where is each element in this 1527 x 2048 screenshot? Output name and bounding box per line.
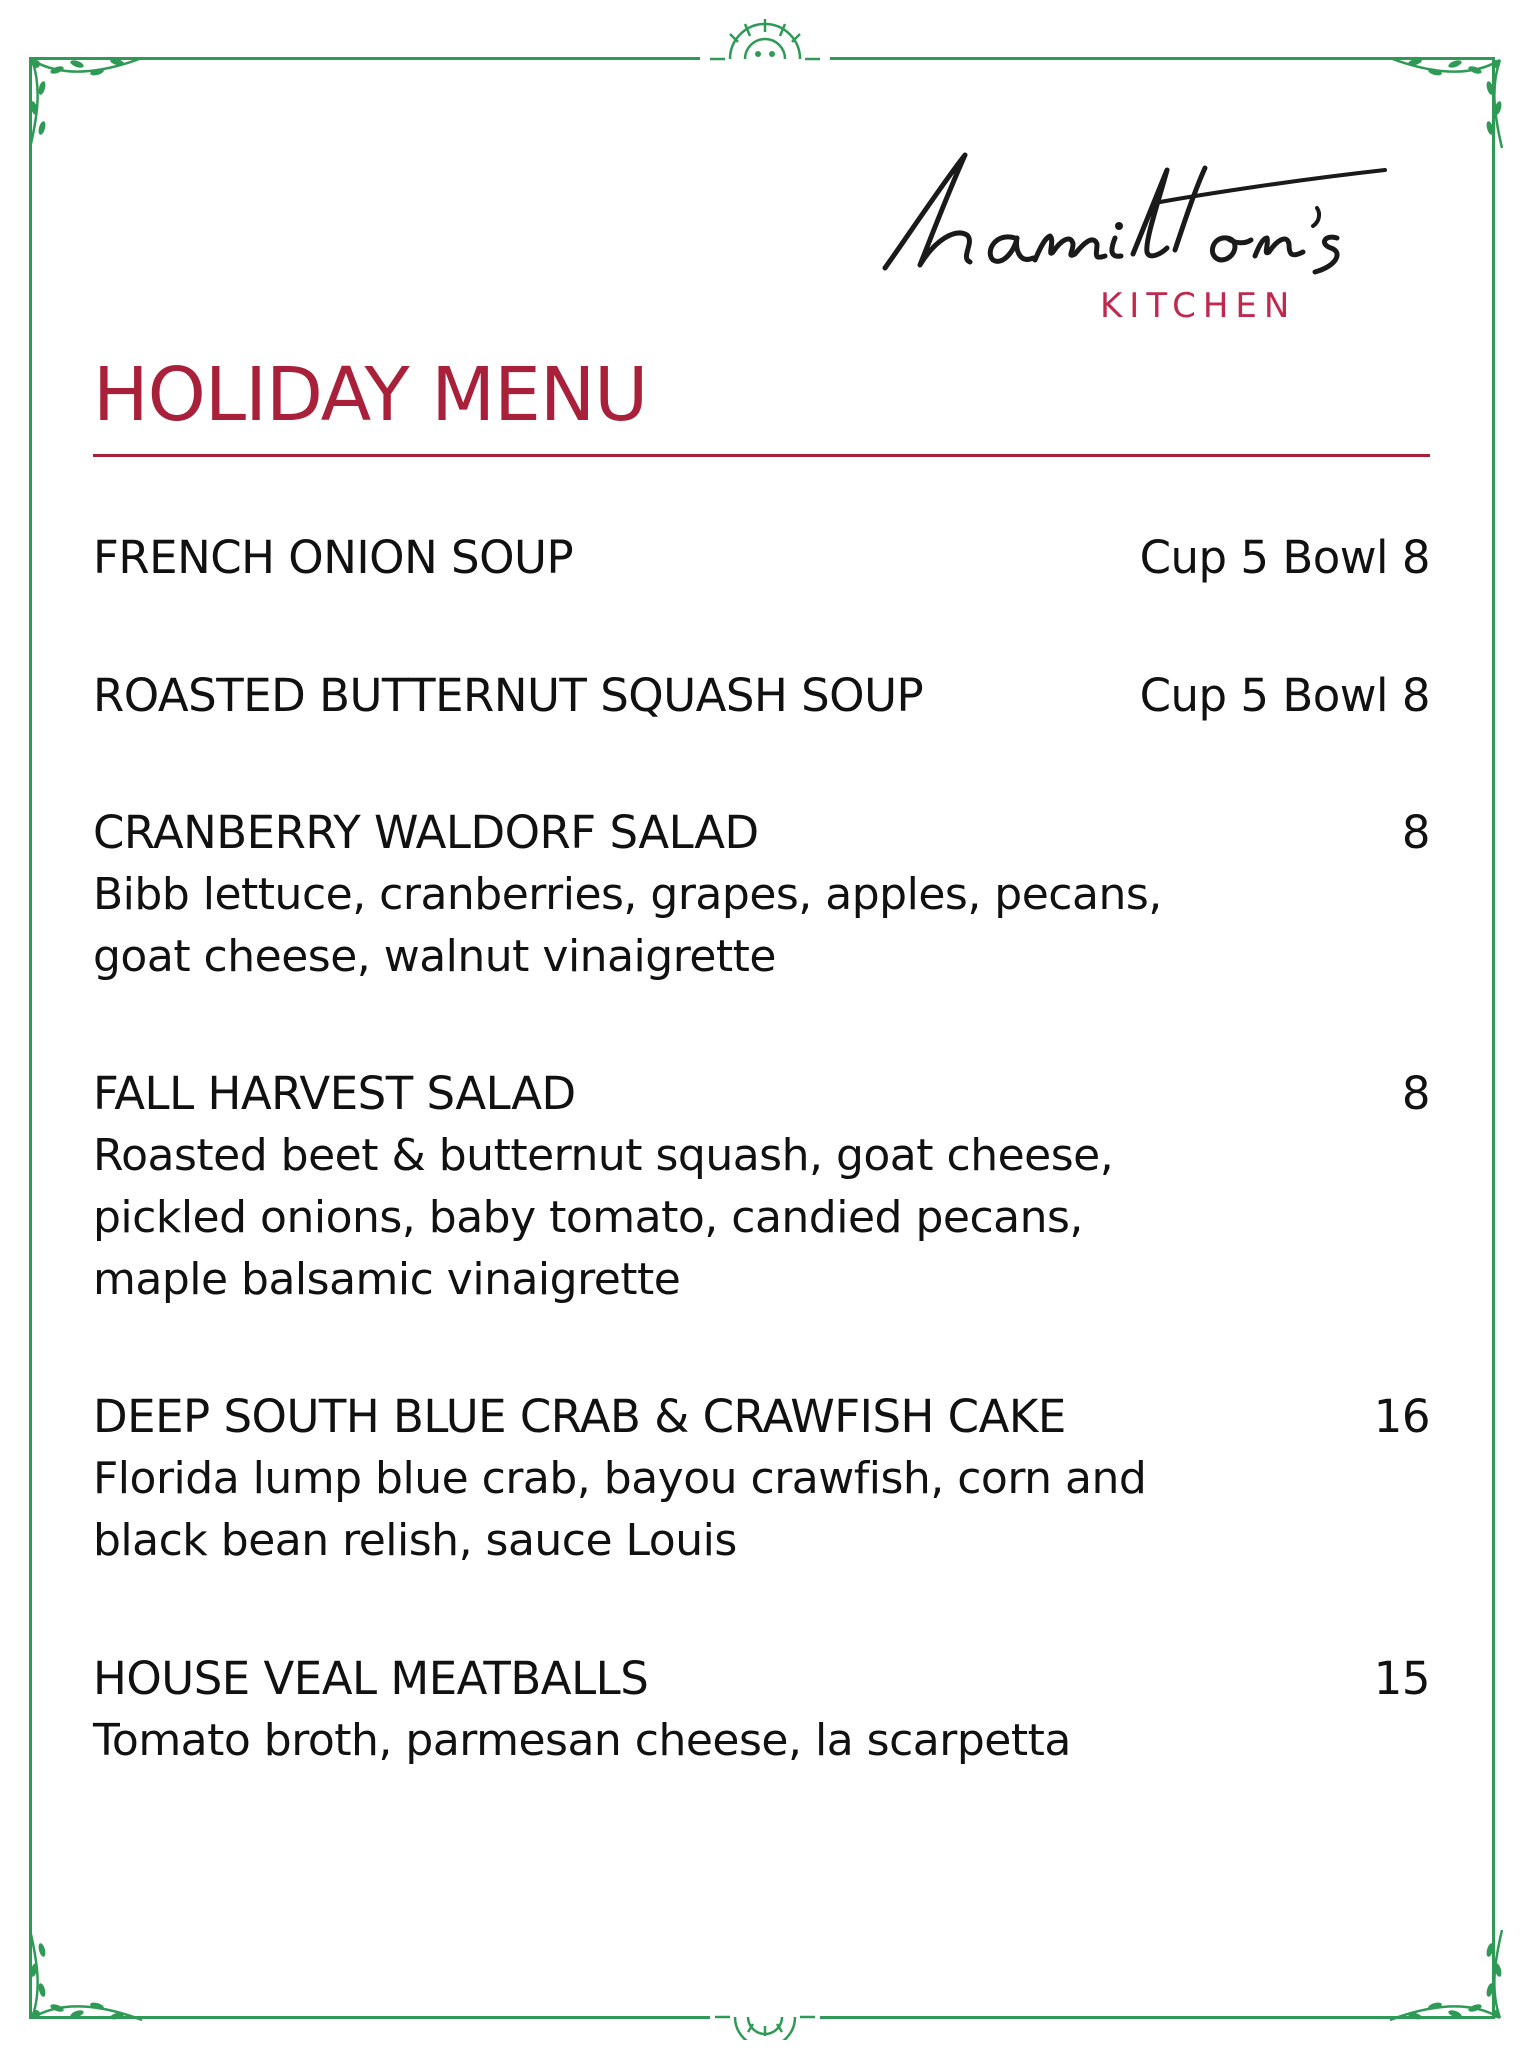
menu-item-price: 8 (1401, 1067, 1430, 1120)
description-line: black bean relish, sauce Louis (93, 1515, 737, 1566)
menu-item-roasted-butternut-squash-soup (93, 665, 1430, 727)
title-divider (93, 454, 1430, 457)
sun-ornament-top (700, 14, 830, 74)
menu-item-name: ROASTED BUTTERNUT SQUASH SOUP (93, 669, 924, 722)
description-line: Tomato broth, parmesan cheese, la scarpetta (93, 1715, 1071, 1766)
menu-item-french-onion-soup (93, 527, 1430, 589)
menu-item-price: 16 (1373, 1390, 1430, 1443)
menu-item-price: Cup 5 Bowl 8 (1139, 531, 1430, 584)
menu-item-name: HOUSE VEAL MEATBALLS (93, 1652, 649, 1705)
page-title: HOLIDAY MENU (93, 352, 648, 438)
menu-item-house-veal-meatballs (93, 1648, 1430, 1772)
menu-item-cranberry-waldorf-salad (93, 802, 1430, 988)
description-line: Florida lump blue crab, bayou crawfish, corn and (93, 1453, 1147, 1504)
menu-item-name: DEEP SOUTH BLUE CRAB & CRAWFISH CAKE (93, 1390, 1066, 1443)
menu-item-deep-south-crab-cake (93, 1386, 1430, 1572)
description-line: Bibb lettuce, cranberries, grapes, apples, pecans, (93, 869, 1162, 920)
menu-item-description (93, 1448, 1430, 1572)
menu-item-price: 15 (1373, 1652, 1430, 1705)
menu-item-price: 8 (1401, 806, 1430, 859)
menu-item-description (93, 1125, 1430, 1311)
description-line: Roasted beet & butternut squash, goat cheese, (93, 1130, 1114, 1181)
menu-item-description (93, 1710, 1430, 1772)
menu-item-name: CRANBERRY WALDORF SALAD (93, 806, 759, 859)
corner-ornament-bottom-right (1380, 1920, 1510, 2030)
menu-item-name: FALL HARVEST SALAD (93, 1067, 576, 1120)
corner-ornament-top-left (22, 48, 152, 158)
menu-item-name: FRENCH ONION SOUP (93, 531, 574, 584)
menu-item-price: Cup 5 Bowl 8 (1139, 669, 1430, 722)
description-line: pickled onions, baby tomato, candied pecans, (93, 1192, 1083, 1243)
sun-ornament-bottom (710, 1990, 820, 2040)
description-line: maple balsamic vinaigrette (93, 1254, 681, 1305)
corner-ornament-bottom-left (22, 1920, 152, 2030)
description-line: goat cheese, walnut vinaigrette (93, 931, 776, 982)
menu-item-fall-harvest-salad (93, 1063, 1430, 1311)
corner-ornament-top-right (1380, 48, 1510, 158)
menu-item-description (93, 864, 1430, 988)
logo-subtitle: KITCHEN (1100, 286, 1297, 326)
